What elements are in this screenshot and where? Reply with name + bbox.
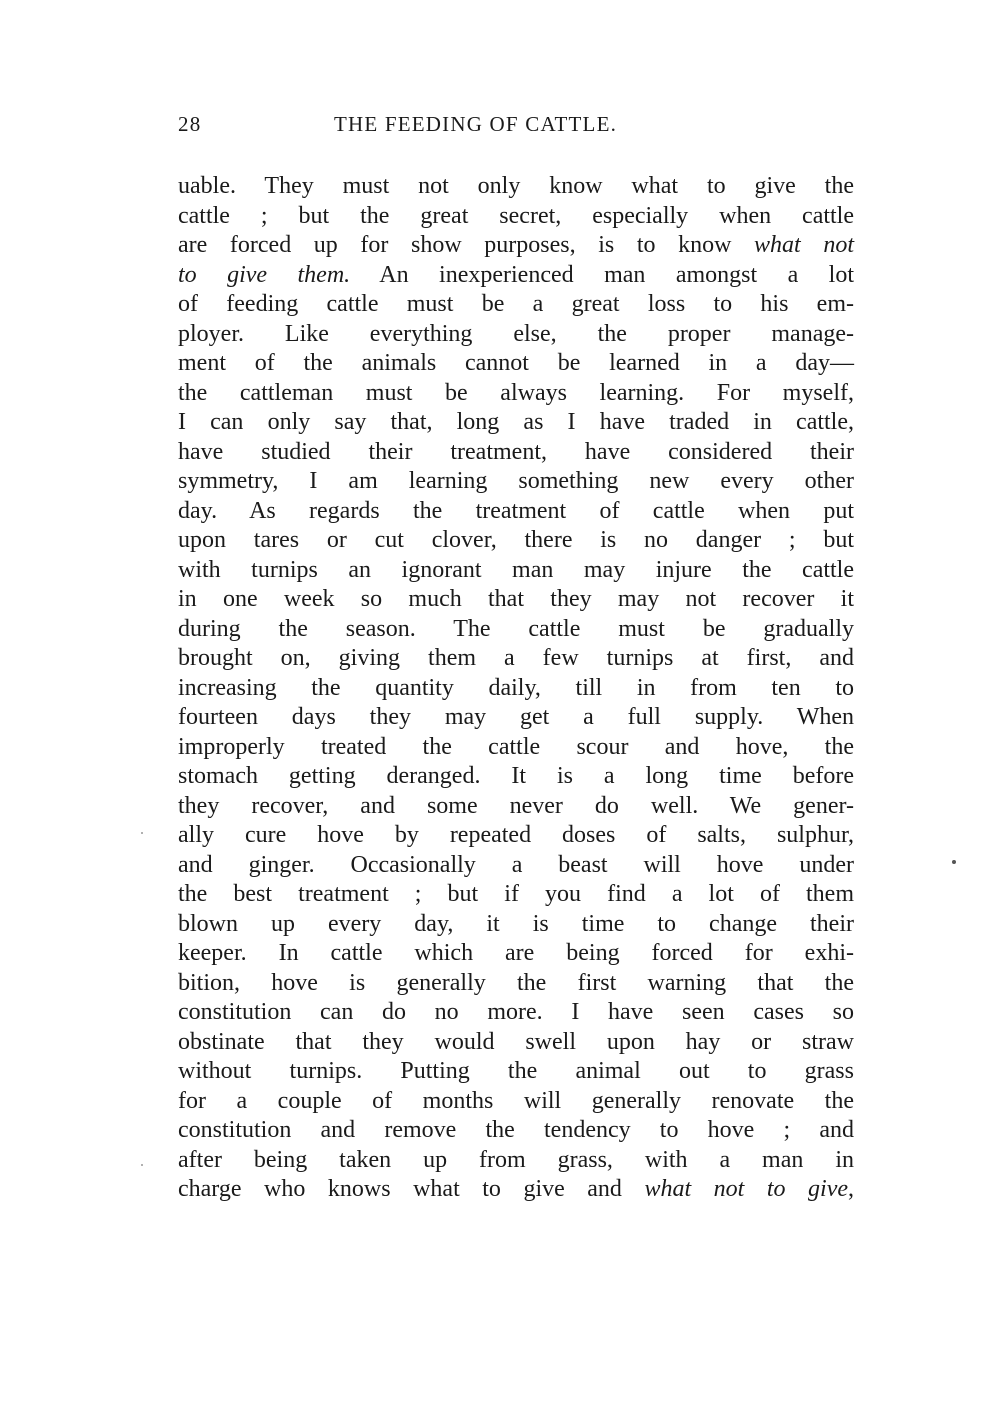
text-segment: the cattleman must be always learning. For myself, (178, 379, 854, 406)
text-line (178, 851, 854, 881)
print-speck (952, 860, 956, 864)
text-segment: after being taken up from grass, with a man in (178, 1146, 854, 1173)
text-segment: bition, hove is generally the first warning that the (178, 969, 854, 996)
text-segment: obstinate that they would swell upon hay or straw (178, 1028, 854, 1055)
text-line (178, 349, 854, 379)
text-segment: ally cure hove by repeated doses of salts, sulphur, (178, 822, 854, 848)
text-line (178, 644, 854, 674)
text-line (178, 320, 854, 350)
text-line (178, 998, 854, 1028)
text-segment: ployer. Like everything else, the proper manage- (178, 320, 854, 347)
text-line (178, 969, 854, 999)
text-line (178, 1087, 854, 1117)
text-segment: increasing the quantity daily, till in from ten to (178, 674, 854, 701)
text-line (178, 1028, 854, 1058)
text-segment: brought on, giving them a few turnips at first, and (178, 645, 854, 671)
text-segment: the best treatment ; but if you find a lot of them (178, 881, 854, 907)
text-line (178, 379, 854, 409)
print-speck (141, 1164, 143, 1166)
text-line (178, 231, 854, 261)
text-segment: , (848, 1176, 855, 1202)
text-segment: during the season. The cattle must be gradually (178, 615, 854, 642)
text-segment: fourteen days they may get a full supply. When (178, 704, 854, 730)
text-segment: An inexperienced man amongst a lot (350, 261, 855, 288)
text-segment: keeper. In cattle which are being forced for exhi- (178, 940, 854, 966)
text-line (178, 497, 854, 527)
text-segment: they recover, and some never do well. We gener- (178, 792, 854, 819)
print-speck (141, 832, 143, 834)
text-line (178, 585, 854, 615)
text-segment: without turnips. Putting the animal out to grass (178, 1058, 854, 1084)
text-line (178, 172, 854, 202)
text-segment: of feeding cattle must be a great loss to his em- (178, 291, 854, 317)
text-line (178, 821, 854, 851)
text-line (178, 1057, 854, 1087)
italic-text: to give them. (178, 261, 351, 288)
text-line (178, 467, 854, 497)
text-segment: in one week so much that they may not recover it (178, 586, 854, 612)
body-text (178, 172, 854, 1205)
text-segment: day. As regards the treatment of cattle when put (178, 497, 854, 524)
running-title: THE FEEDING OF CATTLE. (334, 112, 618, 136)
text-line (178, 910, 854, 940)
text-line (178, 733, 854, 763)
text-segment: ment of the animals cannot be learned in a day— (178, 350, 854, 376)
text-line (178, 939, 854, 969)
text-segment: upon tares or cut clover, there is no danger ; but (178, 527, 854, 553)
text-segment: blown up every day, it is time to change their (178, 910, 854, 937)
text-line (178, 1175, 854, 1205)
text-segment: symmetry, I am learning something new every other (178, 468, 854, 494)
text-segment: are forced up for show purposes, is to know (178, 232, 755, 258)
text-segment: have studied their treatment, have considered their (178, 438, 854, 465)
text-line (178, 880, 854, 910)
text-line (178, 1116, 854, 1146)
text-segment: cattle ; but the great secret, especially when cattle (178, 202, 854, 229)
text-line (178, 526, 854, 556)
text-line (178, 438, 854, 468)
italic-text: what not (754, 232, 854, 258)
text-line (178, 674, 854, 704)
text-line (178, 762, 854, 792)
text-line (178, 290, 854, 320)
text-segment: charge who knows what to give and (178, 1176, 645, 1202)
text-segment: constitution and remove the tendency to hove ; and (178, 1117, 854, 1143)
italic-text: what not to give (644, 1176, 849, 1202)
text-line (178, 792, 854, 822)
text-segment: for a couple of months will generally renovate the (178, 1087, 854, 1114)
text-segment: I can only say that, long as I have traded in cattle, (178, 409, 854, 435)
text-line (178, 1146, 854, 1176)
text-segment: uable. They must not only know what to give the (178, 173, 854, 199)
text-segment: improperly treated the cattle scour and hove, the (178, 733, 854, 760)
text-line (178, 556, 854, 586)
text-segment: with turnips an ignorant man may injure the cattle (178, 556, 854, 583)
page-header (178, 112, 854, 146)
text-segment: stomach getting deranged. It is a long time before (178, 763, 854, 789)
text-line (178, 703, 854, 733)
text-line (178, 261, 854, 291)
text-segment: constitution can do no more. I have seen cases so (178, 999, 854, 1025)
text-line (178, 615, 854, 645)
text-line (178, 202, 854, 232)
text-segment: and ginger. Occasionally a beast will hove under (178, 851, 854, 878)
text-line (178, 408, 854, 438)
page-number: 28 (178, 112, 202, 136)
